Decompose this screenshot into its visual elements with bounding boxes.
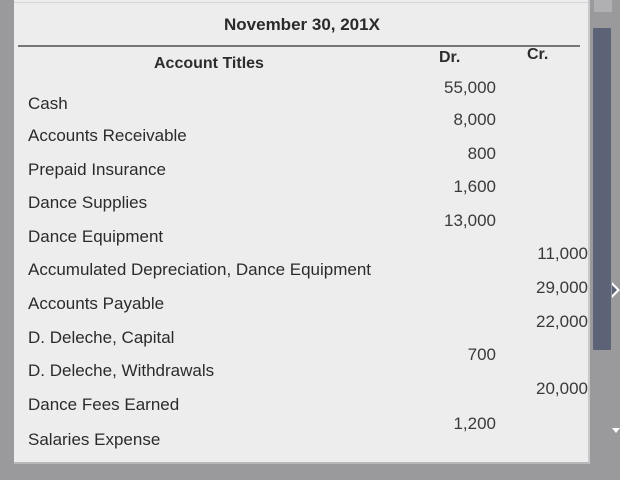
table-row xyxy=(14,379,588,419)
table-row xyxy=(14,177,588,217)
table-row xyxy=(14,144,588,184)
debit-amount: 8,000 xyxy=(453,110,496,129)
table-row xyxy=(14,78,588,118)
account-title: Accounts Payable xyxy=(28,294,165,313)
debit-amount: 700 xyxy=(467,345,496,364)
table-row xyxy=(14,312,588,352)
account-title: Salaries Expense xyxy=(28,430,161,449)
credit-amount: 22,000 xyxy=(536,312,588,331)
credit-column-header: Cr. xyxy=(527,46,549,63)
debit-amount: 1,600 xyxy=(453,177,496,196)
scrollbar-top-cap xyxy=(594,0,612,12)
account-title: Accounts Receivable xyxy=(28,126,187,145)
debit-amount: 1,200 xyxy=(453,414,496,433)
table-row xyxy=(14,110,588,150)
account-title: D. Deleche, Capital xyxy=(28,328,175,347)
credit-amount: 29,000 xyxy=(536,278,588,297)
table-row xyxy=(14,345,588,385)
report-date-title: November 30, 201X xyxy=(224,15,380,34)
table-row xyxy=(14,278,588,318)
table-row xyxy=(14,211,588,251)
account-title: Dance Supplies xyxy=(28,193,148,212)
account-title: Dance Fees Earned xyxy=(28,395,180,414)
header-divider xyxy=(18,45,580,47)
account-title: Prepaid Insurance xyxy=(28,160,166,179)
debit-column-header: Dr. xyxy=(439,49,461,66)
debit-amount: 800 xyxy=(467,144,496,163)
trial-balance-sheet xyxy=(14,0,590,464)
account-title: Cash xyxy=(28,94,68,113)
account-titles-header: Account Titles xyxy=(154,55,264,72)
account-title: D. Deleche, Withdrawals xyxy=(28,361,215,380)
debit-amount: 13,000 xyxy=(444,211,496,230)
scroll-down-icon[interactable] xyxy=(612,428,620,433)
table-row xyxy=(14,244,588,284)
expand-arrow-inner-icon xyxy=(612,285,617,295)
credit-amount: 20,000 xyxy=(536,379,588,398)
account-title: Accumulated Depreciation, Dance Equipment xyxy=(28,260,372,279)
top-edge-line xyxy=(14,2,588,3)
table-row xyxy=(14,414,588,454)
scrollbar-thumb[interactable] xyxy=(593,28,611,350)
account-title: Dance Equipment xyxy=(28,227,164,246)
debit-amount: 55,000 xyxy=(444,78,496,97)
credit-amount: 11,000 xyxy=(537,244,588,263)
